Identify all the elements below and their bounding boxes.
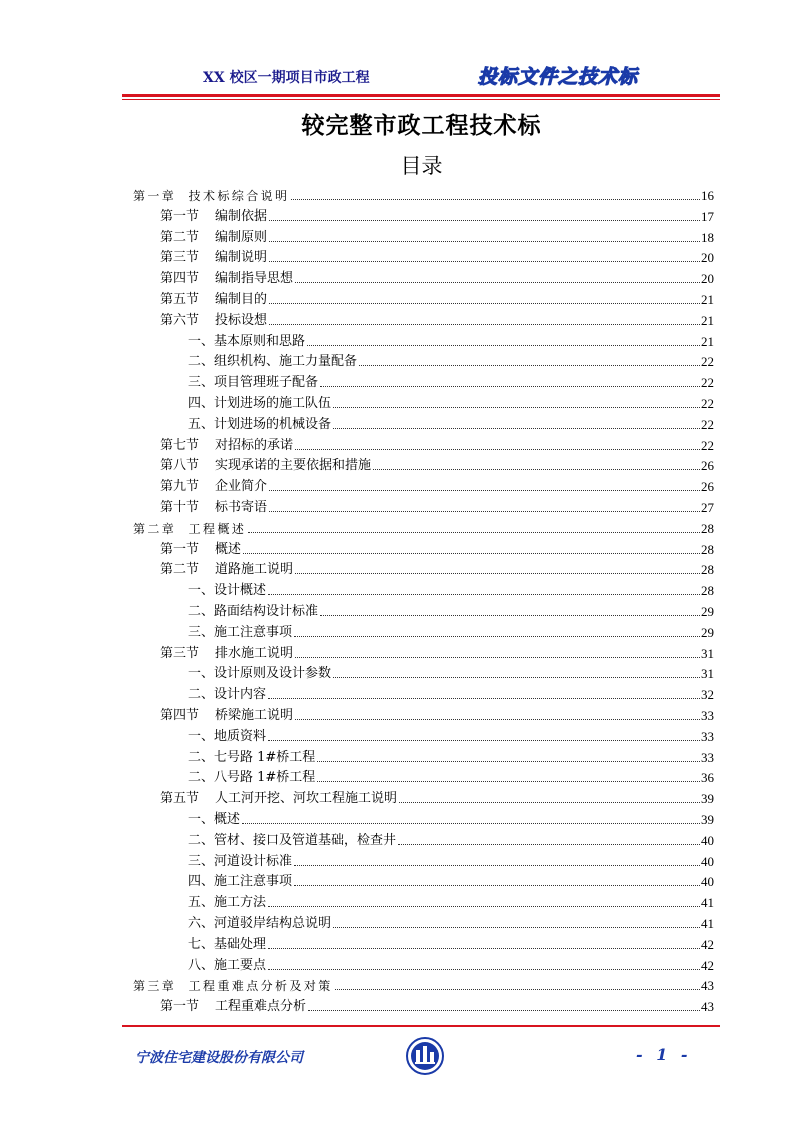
toc-dot-leader: [268, 698, 700, 699]
toc-entry-number: 第十节: [160, 500, 200, 515]
toc-entry-page: 28: [701, 541, 714, 557]
toc-entry-label: [188, 833, 396, 849]
toc-entry-page: 42: [701, 936, 714, 952]
toc-dot-leader: [359, 365, 700, 366]
toc-dot-leader: [317, 761, 700, 762]
toc-entry-text: 八、施工要点: [188, 957, 267, 973]
toc-dot-leader: [333, 927, 700, 928]
toc-entry-page: 39: [701, 791, 714, 807]
toc-entry-label: [160, 209, 267, 225]
toc-entry-label: [188, 812, 240, 828]
toc-entry-page: 28: [701, 562, 714, 578]
toc-entry-page: 41: [701, 916, 714, 931]
toc-entry-page: 22: [701, 375, 714, 391]
toc-dot-leader: [243, 553, 700, 554]
toc-dot-leader: [268, 906, 700, 907]
toc-entry[interactable]: [160, 496, 714, 516]
toc-entry[interactable]: [160, 558, 714, 578]
toc-entry-number: 第三节: [160, 645, 200, 661]
toc-entry-page: 36: [701, 770, 714, 786]
toc-entry-text: 一、概述: [188, 812, 241, 827]
toc-entry[interactable]: [160, 226, 714, 246]
toc-entry-page: 18: [701, 229, 714, 245]
toc-dot-leader: [269, 324, 700, 325]
toc-entry-page: 16: [701, 188, 714, 203]
toc-entry-label: [160, 313, 267, 329]
toc-entry-page: 40: [701, 874, 714, 890]
toc-entry-text: 排水施工说明: [215, 645, 294, 661]
toc-entry-text: 四、施工注意事项: [188, 874, 293, 890]
toc-entry-number: 第七节: [160, 437, 200, 453]
toc-entry-page: 20: [701, 250, 714, 266]
toc-entry-label: [133, 978, 333, 994]
toc-entry-label: [188, 958, 266, 974]
toc-entry-page: 32: [701, 687, 714, 703]
toc-dot-leader: [294, 636, 700, 637]
toc-entry-label: [160, 562, 293, 578]
toc-entry[interactable]: [133, 974, 714, 994]
toc-dot-leader: [269, 220, 700, 221]
toc-entry-number: 第二节: [160, 229, 200, 245]
toc-dot-leader: [268, 594, 700, 595]
toc-entry-label: [160, 708, 293, 724]
toc-entry-label: [160, 479, 267, 495]
toc-entry[interactable]: [188, 662, 714, 682]
footer-company-name: 宁波住宅建设股份有限公司: [135, 1050, 303, 1066]
toc-entry[interactable]: [188, 621, 714, 641]
toc-entry-label: [188, 666, 331, 682]
toc-entry[interactable]: [160, 454, 714, 474]
toc-entry-label: [188, 396, 331, 412]
toc-entry-page: 22: [701, 396, 714, 411]
toc-entry-label: [188, 729, 266, 745]
toc-entry[interactable]: [188, 850, 714, 870]
toc-entry-label: [188, 583, 266, 599]
toc-entry-number: 第一节: [160, 541, 200, 557]
toc-entry-text: 标书寄语: [215, 500, 268, 515]
toc-entry-page: 29: [701, 604, 714, 619]
toc-entry-page: 33: [701, 708, 714, 723]
toc-dot-leader: [269, 261, 700, 262]
toc-dot-leader: [268, 948, 700, 949]
toc-entry-text: 二、七号路 1#桥工程: [188, 749, 316, 765]
toc-entry-page: 42: [701, 957, 714, 973]
toc-entry-number: 第四节: [160, 708, 200, 723]
toc-entry-text: 概述: [215, 541, 242, 557]
toc-entry-text: 编制指导思想: [215, 271, 294, 287]
toc-entry-text: 对招标的承诺: [215, 437, 294, 453]
toc-entry[interactable]: [188, 392, 714, 412]
toc-entry-text: 五、计划进场的机械设备: [188, 416, 332, 432]
toc-entry[interactable]: [188, 891, 714, 911]
toc-entry-page: 22: [701, 437, 714, 453]
header-project-name: XX 校区一期项目市政工程: [203, 70, 370, 86]
toc-entry-text: 六、河道驳岸结构总说明: [188, 916, 332, 931]
toc-entry-page: 39: [701, 812, 714, 827]
toc-entry[interactable]: [160, 995, 714, 1015]
toc-entry-text: 一、设计原则及设计参数: [188, 666, 332, 682]
toc-entry-text: 编制原则: [215, 229, 268, 245]
toc-dot-leader: [308, 1010, 700, 1011]
toc-entry-label: [188, 750, 315, 766]
toc-entry[interactable]: [188, 683, 714, 703]
toc-entry-text: 三、河道设计标准: [188, 853, 293, 869]
toc-dot-leader: [295, 449, 700, 450]
toc-entry[interactable]: [160, 787, 714, 807]
toc-entry-label: [188, 417, 331, 433]
footer-page-number: - 1 -: [636, 1045, 692, 1064]
toc-entry-text: 四、计划进场的施工队伍: [188, 396, 332, 411]
toc-entry-text: 企业简介: [215, 479, 268, 495]
toc-dot-leader: [268, 969, 700, 970]
toc-entry[interactable]: [188, 725, 714, 745]
toc-entry-label: [160, 458, 371, 474]
toc-entry-text: 投标设想: [215, 312, 268, 328]
toc-entry-text: 桥梁施工说明: [215, 708, 294, 723]
toc-entry-number: 第二章: [133, 521, 177, 536]
toc-entry[interactable]: [188, 330, 714, 350]
toc-entry-number: 第六节: [160, 312, 200, 328]
toc-entry-page: 40: [701, 832, 714, 848]
toc-entry-text: 编制依据: [215, 208, 268, 224]
toc-entry-number: 第三节: [160, 250, 200, 266]
toc-entry-label: [133, 188, 289, 204]
toc-entry-text: 一、基本原则和思路: [188, 333, 306, 349]
toc-entry-page: 33: [701, 749, 714, 765]
toc-entry-page: 29: [701, 624, 714, 640]
header-rule-thick: [122, 94, 720, 97]
toc-entry-page: 28: [701, 583, 714, 599]
toc-dot-leader: [320, 615, 700, 616]
toc-entry[interactable]: [188, 766, 714, 786]
toc-entry-label: [160, 542, 241, 558]
toc-entry-page: 28: [701, 520, 714, 536]
toc-dot-leader: [333, 677, 700, 678]
toc-entry[interactable]: [188, 371, 714, 391]
toc-entry[interactable]: [188, 350, 714, 370]
toc-dot-leader: [373, 469, 700, 470]
toc-entry-page: 20: [701, 271, 714, 287]
toc-entry-text: 五、施工方法: [188, 895, 267, 911]
document-title: 较完整市政工程技术标: [301, 113, 542, 139]
toc-entry-label: [188, 375, 318, 391]
toc-dot-leader: [248, 532, 700, 533]
toc-entry-page: 21: [701, 333, 714, 349]
toc-dot-leader: [398, 844, 700, 845]
toc-entry[interactable]: [160, 475, 714, 495]
toc-dot-leader: [333, 428, 700, 429]
toc-entry[interactable]: [188, 579, 714, 599]
toc-entry-text: 二、八号路 1#桥工程: [188, 770, 316, 786]
toc-entry-label: [160, 999, 306, 1015]
toc-entry-number: 第二节: [160, 562, 200, 578]
toc-entry-page: 33: [701, 728, 714, 744]
toc-entry[interactable]: [160, 538, 714, 558]
toc-dot-leader: [294, 865, 700, 866]
toc-entry[interactable]: [188, 808, 714, 828]
toc-dot-leader: [268, 740, 700, 741]
toc-entry-text: 二、管材、接口及管道基础，检查井: [188, 832, 397, 848]
toc-entry[interactable]: [160, 704, 714, 724]
toc-entry-text: 工程重难点分析: [215, 999, 307, 1015]
toc-dot-leader: [269, 303, 700, 304]
company-logo-icon: [405, 1036, 445, 1076]
toc-dot-leader: [295, 282, 700, 283]
header-document-type: 投标文件之技术标: [478, 66, 639, 88]
toc-entry-label: [160, 438, 293, 454]
toc-entry-number: 第四节: [160, 271, 200, 287]
toc-entry-number: 第一节: [160, 208, 200, 224]
toc-entry-page: 21: [701, 292, 714, 307]
toc-dot-leader: [320, 386, 700, 387]
toc-entry-page: 43: [701, 999, 714, 1015]
toc-entry[interactable]: [188, 829, 714, 849]
toc-entry-label: [160, 646, 293, 662]
toc-entry-text: 编制目的: [215, 292, 268, 307]
toc-entry-page: 21: [701, 312, 714, 328]
toc-dot-leader: [399, 802, 700, 803]
toc-entry-text: 三、施工注意事项: [188, 624, 293, 640]
toc-entry-page: 17: [701, 208, 714, 224]
toc-dot-leader: [307, 345, 700, 346]
toc-entry-page: 22: [701, 416, 714, 432]
toc-dot-leader: [295, 573, 700, 574]
toc-entry-label: [188, 334, 305, 350]
toc-entry-number: 第一节: [160, 999, 200, 1015]
toc-entry-text: 一、设计概述: [188, 583, 267, 599]
toc-entry[interactable]: [188, 600, 714, 620]
toc-entry-number: 第三章: [133, 979, 177, 994]
toc-dot-leader: [295, 719, 700, 720]
toc-entry-text: 技术标综合说明: [188, 189, 290, 203]
toc-entry-page: 41: [701, 895, 714, 911]
toc-entry[interactable]: [188, 746, 714, 766]
toc-entry-label: [188, 937, 266, 953]
toc-dot-leader: [294, 885, 700, 886]
toc-entry-label: [188, 770, 315, 786]
toc-dot-leader: [242, 823, 700, 824]
toc-entry-page: 43: [701, 978, 714, 994]
toc-entry-page: 27: [701, 500, 714, 515]
toc-entry[interactable]: [188, 933, 714, 953]
toc-entry[interactable]: [160, 246, 714, 266]
toc-entry[interactable]: [160, 267, 714, 287]
toc-entry-label: [188, 354, 357, 370]
toc-entry-text: 一、地质资料: [188, 728, 267, 744]
toc-entry-label: [160, 791, 397, 807]
toc-entry[interactable]: [160, 309, 714, 329]
toc-entry-text: 工程重难点分析及对策: [188, 979, 333, 994]
toc-entry[interactable]: [133, 517, 714, 537]
toc-entry-label: [188, 916, 331, 932]
toc-entry-number: 第九节: [160, 479, 200, 495]
toc-entry-label: [188, 687, 266, 703]
toc-entry[interactable]: [188, 954, 714, 974]
toc-entry[interactable]: [160, 288, 714, 308]
toc-entry-page: 31: [701, 666, 714, 682]
toc-entry-label: [160, 271, 293, 287]
toc-entry-number: 第一章: [133, 189, 177, 203]
toc-entry-page: 40: [701, 853, 714, 869]
toc-entry-text: 工程概述: [188, 521, 247, 536]
toc-entry[interactable]: [188, 912, 714, 932]
toc-dot-leader: [269, 490, 700, 491]
toc-entry-label: [188, 854, 292, 870]
toc-entry-label: [160, 230, 267, 246]
toc-entry-number: 第五节: [160, 791, 200, 807]
toc-entry-page: 22: [701, 354, 714, 370]
toc-entry-label: [133, 521, 246, 537]
toc-dot-leader: [291, 199, 700, 200]
toc-entry-text: 二、设计内容: [188, 687, 267, 703]
toc-dot-leader: [333, 407, 700, 408]
toc-entry-page: 26: [701, 479, 714, 495]
toc-entry[interactable]: [188, 413, 714, 433]
toc-entry[interactable]: [133, 184, 714, 204]
toc-entry-text: 七、基础处理: [188, 936, 267, 952]
toc-entry-label: [160, 250, 267, 266]
toc-entry-label: [188, 604, 318, 620]
toc-entry-label: [188, 895, 266, 911]
toc-entry-label: [188, 625, 292, 641]
toc-dot-leader: [269, 511, 700, 512]
toc-entry[interactable]: [160, 642, 714, 662]
toc-entry-number: 第八节: [160, 458, 200, 474]
footer-rule: [122, 1025, 720, 1027]
toc-entry-text: 二、路面结构设计标准: [188, 604, 319, 619]
toc-dot-leader: [317, 781, 700, 782]
toc-entry-text: 道路施工说明: [215, 562, 294, 578]
toc-entry[interactable]: [188, 870, 714, 890]
toc-entry-text: 实现承诺的主要依据和措施: [215, 458, 372, 474]
toc-entry-text: 二、组织机构、施工力量配备: [188, 354, 358, 370]
toc-entry-label: [188, 874, 292, 890]
toc-entry-page: 31: [701, 645, 714, 661]
toc-dot-leader: [295, 657, 700, 658]
toc-heading: 目录: [400, 154, 443, 178]
toc-dot-leader: [269, 241, 700, 242]
toc-entry-text: 三、项目管理班子配备: [188, 375, 319, 391]
toc-entry[interactable]: [160, 434, 714, 454]
toc-entry-page: 26: [701, 458, 714, 474]
toc-entry-text: 人工河开挖、河坎工程施工说明: [215, 791, 398, 807]
header-rule-thin: [122, 99, 720, 100]
toc-dot-leader: [335, 989, 700, 990]
toc-entry-text: 编制说明: [215, 250, 268, 266]
toc-entry-number: 第五节: [160, 292, 200, 307]
toc-entry-label: [160, 500, 267, 516]
toc-entry[interactable]: [160, 205, 714, 225]
toc-entry-label: [160, 292, 267, 308]
